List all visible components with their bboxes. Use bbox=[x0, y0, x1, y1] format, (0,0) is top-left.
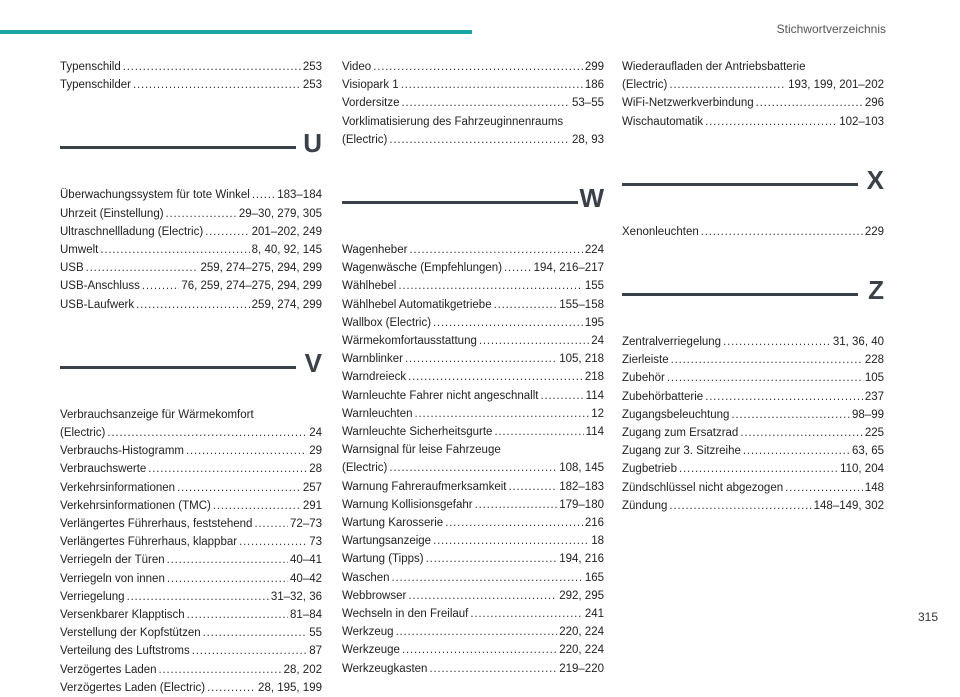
index-entry bbox=[622, 460, 884, 478]
index-term: Webbrowser bbox=[342, 589, 407, 602]
index-entry bbox=[60, 551, 322, 569]
page-reference: 28, 93 bbox=[572, 133, 604, 146]
dot-leader bbox=[723, 333, 831, 351]
index-term: Warnung Fahreraufmerksamkeit bbox=[342, 480, 507, 493]
index-entry bbox=[342, 587, 604, 605]
dot-leader bbox=[389, 131, 570, 149]
index-term: Zugangsbeleuchtung bbox=[622, 408, 730, 421]
dot-leader bbox=[166, 205, 237, 223]
header-accent-bar bbox=[0, 30, 472, 34]
index-term: Uhrzeit (Einstellung) bbox=[60, 207, 164, 220]
dot-leader bbox=[402, 641, 557, 659]
page-reference: 114 bbox=[585, 426, 604, 439]
dot-leader bbox=[667, 369, 863, 387]
index-term: Typenschilder bbox=[60, 79, 131, 92]
index-term: Verzögertes Laden (Electric) bbox=[60, 681, 206, 694]
page-reference: 253 bbox=[302, 79, 322, 92]
page-reference: 63, 65 bbox=[852, 445, 884, 458]
index-term: Waschen bbox=[342, 571, 390, 584]
index-term: Wählhebel Automatikgetriebe bbox=[342, 298, 492, 311]
dot-leader bbox=[142, 277, 179, 295]
page-reference: 40–41 bbox=[290, 554, 322, 567]
index-entry bbox=[60, 277, 322, 295]
dot-leader bbox=[213, 497, 301, 515]
index-entry bbox=[622, 58, 884, 94]
dot-leader bbox=[445, 514, 583, 532]
dot-leader bbox=[107, 424, 307, 442]
dot-leader bbox=[100, 241, 249, 259]
dot-leader bbox=[731, 406, 850, 424]
index-term: Vorklimatisierung des Fahrzeuginnenraums bbox=[342, 115, 564, 128]
index-term: Warnsignal für leise Fahrzeuge bbox=[342, 444, 501, 457]
letter-section-divider bbox=[622, 265, 884, 317]
page-reference: 8, 40, 92, 145 bbox=[251, 244, 322, 257]
index-term: Warnblinker bbox=[342, 353, 403, 366]
index-entry bbox=[342, 569, 604, 587]
page-reference: 179–180 bbox=[559, 498, 604, 511]
index-term: (Electric) bbox=[342, 462, 388, 475]
index-entry bbox=[342, 423, 604, 441]
index-term: Wagenwäsche (Empfehlungen) bbox=[342, 262, 503, 275]
page-reference: 216 bbox=[584, 517, 604, 530]
index-term: Wechseln in den Freilauf bbox=[342, 608, 469, 621]
index-term: Zündung bbox=[622, 499, 668, 512]
page-reference: 87 bbox=[309, 645, 322, 658]
dot-leader bbox=[207, 679, 256, 697]
index-term: (Electric) bbox=[622, 79, 668, 92]
index-entry bbox=[60, 642, 322, 660]
index-entry bbox=[622, 497, 884, 515]
index-term: Werkzeug bbox=[342, 626, 394, 639]
page-reference: 194, 216 bbox=[559, 553, 604, 566]
index-term: USB-Laufwerk bbox=[60, 298, 135, 311]
index-term: Verbrauchswerte bbox=[60, 463, 147, 476]
section-letter: W bbox=[579, 183, 604, 214]
dot-leader bbox=[504, 259, 532, 277]
page-reference: 182–183 bbox=[559, 480, 604, 493]
dot-leader bbox=[540, 387, 583, 405]
index-term: (Electric) bbox=[342, 133, 388, 146]
index-term: Verzögertes Laden bbox=[60, 663, 157, 676]
dot-leader bbox=[740, 424, 862, 442]
index-entry bbox=[60, 259, 322, 277]
index-term: Verriegelung bbox=[60, 590, 125, 603]
index-term: Wartungsanzeige bbox=[342, 535, 432, 548]
index-entry bbox=[60, 406, 322, 442]
index-entry bbox=[60, 58, 322, 76]
index-term: Ultraschnellladung (Electric) bbox=[60, 225, 204, 238]
index-entry bbox=[342, 441, 604, 477]
page-reference: 24 bbox=[309, 427, 322, 440]
index-entry bbox=[342, 514, 604, 532]
letter-section-divider bbox=[60, 338, 322, 390]
index-entry bbox=[622, 388, 884, 406]
index-term: Zubehörbatterie bbox=[622, 390, 704, 403]
index-entry bbox=[342, 405, 604, 423]
index-term: Vordersitze bbox=[342, 97, 400, 110]
index-term: Zugang zum Ersatzrad bbox=[622, 427, 739, 440]
page-reference: 253 bbox=[302, 61, 322, 73]
dot-leader bbox=[679, 460, 838, 478]
dot-leader bbox=[405, 350, 557, 368]
page-reference: 195 bbox=[584, 316, 604, 329]
page-reference: 28, 202 bbox=[283, 663, 322, 676]
index-entry bbox=[342, 660, 604, 678]
index-term: Verbrauchsanzeige für Wärmekomfort bbox=[60, 408, 254, 421]
index-column-3 bbox=[622, 58, 884, 515]
page-reference: 31, 36, 40 bbox=[832, 336, 884, 349]
section-letter: X bbox=[866, 164, 884, 195]
letter-section-divider bbox=[622, 155, 884, 207]
page-number: 315 bbox=[917, 610, 938, 624]
index-term: Verbrauchs-Histogramm bbox=[60, 445, 184, 458]
index-entry bbox=[342, 277, 604, 295]
dot-leader bbox=[429, 660, 557, 678]
page-reference: 40–42 bbox=[290, 572, 322, 585]
index-entry bbox=[342, 387, 604, 405]
index-term: Video bbox=[342, 61, 372, 73]
dot-leader bbox=[252, 186, 275, 204]
index-entry bbox=[342, 241, 604, 259]
dot-leader bbox=[254, 515, 288, 533]
page-reference: 18 bbox=[591, 535, 604, 548]
dot-leader bbox=[705, 113, 837, 131]
index-term: Verstellung der Kopfstützen bbox=[60, 627, 201, 640]
index-entry bbox=[60, 515, 322, 533]
page-reference: 220, 224 bbox=[559, 644, 604, 657]
index-term: Wählhebel bbox=[342, 280, 397, 293]
page-reference: 155 bbox=[584, 280, 604, 293]
dot-leader bbox=[373, 58, 583, 76]
index-entry bbox=[342, 532, 604, 550]
index-entry bbox=[342, 332, 604, 350]
section-rule bbox=[60, 366, 296, 369]
index-term: Verkehrsinformationen bbox=[60, 481, 176, 494]
index-entry bbox=[622, 442, 884, 460]
page-reference: 105, 218 bbox=[559, 353, 604, 366]
index-entry bbox=[60, 205, 322, 223]
index-term: Warndreieck bbox=[342, 371, 407, 384]
page-reference: 201–202, 249 bbox=[251, 225, 322, 238]
index-entry bbox=[60, 186, 322, 204]
section-rule bbox=[622, 183, 858, 186]
index-entry bbox=[60, 679, 322, 697]
index-term: Xenonleuchten bbox=[622, 225, 699, 238]
index-column-2 bbox=[342, 58, 604, 678]
dot-leader bbox=[136, 296, 250, 314]
index-term: Zentralverriegelung bbox=[622, 336, 722, 349]
dot-leader bbox=[186, 442, 307, 460]
index-term: Wischautomatik bbox=[622, 115, 704, 128]
index-entry bbox=[342, 550, 604, 568]
index-term: Wiederaufladen der Antriebsbatterie bbox=[622, 61, 806, 73]
dot-leader bbox=[205, 223, 249, 241]
index-entry bbox=[622, 223, 884, 241]
page-reference: 257 bbox=[302, 481, 322, 494]
page-reference: 220, 224 bbox=[559, 626, 604, 639]
index-term: Visiopark 1 bbox=[342, 79, 399, 92]
section-letter: Z bbox=[868, 275, 884, 306]
dot-leader bbox=[470, 605, 582, 623]
index-term: Wartung (Tipps) bbox=[342, 553, 424, 566]
page-reference: 73 bbox=[309, 536, 322, 549]
index-entry bbox=[60, 241, 322, 259]
index-term: Typenschild bbox=[60, 61, 121, 73]
index-entry bbox=[622, 369, 884, 387]
section-letter: V bbox=[304, 347, 322, 378]
page-reference: 155–158 bbox=[559, 298, 604, 311]
dot-leader bbox=[415, 405, 590, 423]
page-reference: 53–55 bbox=[572, 97, 604, 110]
index-entry bbox=[60, 460, 322, 478]
dot-leader bbox=[409, 241, 582, 259]
index-term: Warnung Kollisionsgefahr bbox=[342, 498, 473, 511]
index-term: Werkzeuge bbox=[342, 644, 400, 657]
dot-leader bbox=[426, 550, 558, 568]
dot-leader bbox=[401, 76, 583, 94]
page-reference: 219–220 bbox=[559, 662, 604, 675]
index-term: Verriegeln von innen bbox=[60, 572, 165, 585]
index-entry bbox=[60, 570, 322, 588]
dot-leader bbox=[389, 459, 557, 477]
index-entry bbox=[622, 113, 884, 131]
page-reference: 228 bbox=[864, 354, 884, 367]
index-entry bbox=[342, 623, 604, 641]
index-entry bbox=[342, 296, 604, 314]
index-entry bbox=[342, 314, 604, 332]
letter-section-divider bbox=[342, 173, 604, 225]
index-entry bbox=[60, 497, 322, 515]
dot-leader bbox=[167, 551, 288, 569]
index-term: Verkehrsinformationen (TMC) bbox=[60, 499, 211, 512]
dot-leader bbox=[402, 94, 570, 112]
index-term: Verlängertes Führerhaus, feststehend bbox=[60, 518, 253, 531]
index-term: Verriegeln der Türen bbox=[60, 554, 165, 567]
index-entry bbox=[622, 479, 884, 497]
dot-leader bbox=[127, 588, 269, 606]
index-entry bbox=[60, 296, 322, 314]
page-reference: 81–84 bbox=[290, 609, 322, 622]
page-reference: 193, 199, 201–202 bbox=[788, 79, 884, 92]
index-term: Warnleuchte Fahrer nicht angeschnallt bbox=[342, 389, 539, 402]
section-rule bbox=[622, 293, 858, 296]
index-term: Verlängertes Führerhaus, klappbar bbox=[60, 536, 238, 549]
page-reference: 291 bbox=[302, 499, 322, 512]
dot-leader bbox=[669, 76, 786, 94]
page-reference: 241 bbox=[584, 608, 604, 621]
dot-leader bbox=[148, 460, 307, 478]
dot-leader bbox=[392, 569, 583, 587]
index-term: Zierleiste bbox=[622, 354, 669, 367]
page-reference: 183–184 bbox=[277, 189, 322, 202]
page-reference: 237 bbox=[864, 390, 884, 403]
dot-leader bbox=[396, 623, 558, 641]
page-reference: 110, 204 bbox=[840, 463, 884, 476]
page-reference: 29 bbox=[309, 445, 322, 458]
dot-leader bbox=[743, 442, 850, 460]
dot-leader bbox=[494, 296, 558, 314]
dot-leader bbox=[408, 368, 583, 386]
dot-leader bbox=[475, 496, 558, 514]
page-reference: 299 bbox=[584, 61, 604, 73]
index-entry bbox=[342, 478, 604, 496]
section-rule bbox=[342, 201, 578, 204]
index-entry bbox=[342, 113, 604, 149]
index-entry bbox=[622, 351, 884, 369]
index-term: (Electric) bbox=[60, 427, 106, 440]
page-reference: 105 bbox=[864, 372, 884, 385]
dot-leader bbox=[671, 351, 863, 369]
index-term: USB-Anschluss bbox=[60, 280, 140, 293]
page-reference: 102–103 bbox=[839, 115, 884, 128]
page-reference: 108, 145 bbox=[559, 462, 604, 475]
index-term: Warnleuchten bbox=[342, 407, 413, 420]
dot-leader bbox=[123, 58, 301, 76]
dot-leader bbox=[159, 661, 282, 679]
index-term: Wallbox (Electric) bbox=[342, 316, 432, 329]
index-entry bbox=[342, 58, 604, 76]
index-entry bbox=[342, 641, 604, 659]
page-reference: 194, 216–217 bbox=[533, 262, 604, 275]
index-term: Zündschlüssel nicht abgezogen bbox=[622, 481, 784, 494]
index-term: Werkzeugkasten bbox=[342, 662, 428, 675]
index-entry bbox=[60, 533, 322, 551]
page-reference: 28 bbox=[309, 463, 322, 476]
page-reference: 29–30, 279, 305 bbox=[238, 207, 322, 220]
section-rule bbox=[60, 146, 296, 149]
index-entry bbox=[342, 605, 604, 623]
index-term: Zugbetrieb bbox=[622, 463, 677, 476]
index-column-1 bbox=[60, 58, 322, 697]
page-reference: 55 bbox=[309, 627, 322, 640]
index-entry bbox=[342, 94, 604, 112]
index-term: Verteilung des Luftstroms bbox=[60, 645, 190, 658]
dot-leader bbox=[701, 223, 863, 241]
index-entry bbox=[60, 606, 322, 624]
index-entry bbox=[342, 496, 604, 514]
index-entry bbox=[342, 76, 604, 94]
dot-leader bbox=[86, 259, 199, 277]
index-entry bbox=[60, 76, 322, 94]
index-entry bbox=[622, 333, 884, 351]
page-reference: 186 bbox=[584, 79, 604, 92]
page-reference: 165 bbox=[584, 571, 604, 584]
page-reference: 114 bbox=[585, 389, 604, 402]
dot-leader bbox=[239, 533, 307, 551]
page-reference: 72–73 bbox=[290, 518, 322, 531]
index-entry bbox=[60, 479, 322, 497]
index-term: Zugang zur 3. Sitzreihe bbox=[622, 445, 741, 458]
index-entry bbox=[622, 424, 884, 442]
page-reference: 229 bbox=[864, 225, 884, 238]
page-reference: 259, 274, 299 bbox=[251, 298, 322, 311]
page-reference: 148–149, 302 bbox=[813, 499, 884, 512]
index-term: Überwachungssystem für tote Winkel bbox=[60, 189, 250, 202]
dot-leader bbox=[433, 314, 583, 332]
index-term: Warnleuchte Sicherheitsgurte bbox=[342, 426, 493, 439]
dot-leader bbox=[669, 497, 811, 515]
dot-leader bbox=[192, 642, 307, 660]
index-entry bbox=[60, 588, 322, 606]
page-reference: 12 bbox=[591, 407, 604, 420]
dot-leader bbox=[785, 479, 863, 497]
page-reference: 225 bbox=[864, 427, 884, 440]
dot-leader bbox=[177, 479, 301, 497]
page-reference: 296 bbox=[864, 97, 884, 110]
index-entry bbox=[622, 94, 884, 112]
letter-section-divider bbox=[60, 118, 322, 170]
dot-leader bbox=[433, 532, 589, 550]
index-term: WiFi-Netzwerkverbindung bbox=[622, 97, 754, 110]
page-reference: 28, 195, 199 bbox=[258, 681, 322, 694]
dot-leader bbox=[508, 478, 557, 496]
page-reference: 24 bbox=[591, 335, 604, 348]
page-reference: 224 bbox=[584, 244, 604, 257]
index-term: Umwelt bbox=[60, 244, 99, 257]
dot-leader bbox=[133, 76, 301, 94]
index-entry bbox=[622, 406, 884, 424]
dot-leader bbox=[167, 570, 288, 588]
page-reference: 76, 259, 274–275, 294, 299 bbox=[181, 280, 322, 293]
page-reference: 292, 295 bbox=[559, 589, 604, 602]
page-reference: 148 bbox=[864, 481, 884, 494]
page-reference: 31–32, 36 bbox=[270, 590, 322, 603]
dot-leader bbox=[756, 94, 863, 112]
index-term: Wärmekomfortausstattung bbox=[342, 335, 477, 348]
index-entry bbox=[60, 223, 322, 241]
dot-leader bbox=[398, 277, 582, 295]
index-entry bbox=[342, 350, 604, 368]
index-term: USB bbox=[60, 262, 84, 275]
dot-leader bbox=[494, 423, 583, 441]
page-header-title: Stichwortverzeichnis bbox=[776, 22, 886, 36]
dot-leader bbox=[479, 332, 589, 350]
index-entry bbox=[60, 661, 322, 679]
index-term: Wagenheber bbox=[342, 244, 408, 257]
index-entry bbox=[60, 442, 322, 460]
index-entry bbox=[342, 368, 604, 386]
index-term: Versenkbarer Klapptisch bbox=[60, 609, 185, 622]
index-term: Wartung Karosserie bbox=[342, 517, 444, 530]
index-term: Zubehör bbox=[622, 372, 665, 385]
dot-leader bbox=[705, 388, 863, 406]
page-reference: 98–99 bbox=[852, 408, 884, 421]
dot-leader bbox=[187, 606, 288, 624]
page-reference: 218 bbox=[584, 371, 604, 384]
page-reference: 259, 274–275, 294, 299 bbox=[200, 262, 322, 275]
index-entry bbox=[342, 259, 604, 277]
dot-leader bbox=[408, 587, 557, 605]
section-letter: U bbox=[303, 128, 322, 159]
